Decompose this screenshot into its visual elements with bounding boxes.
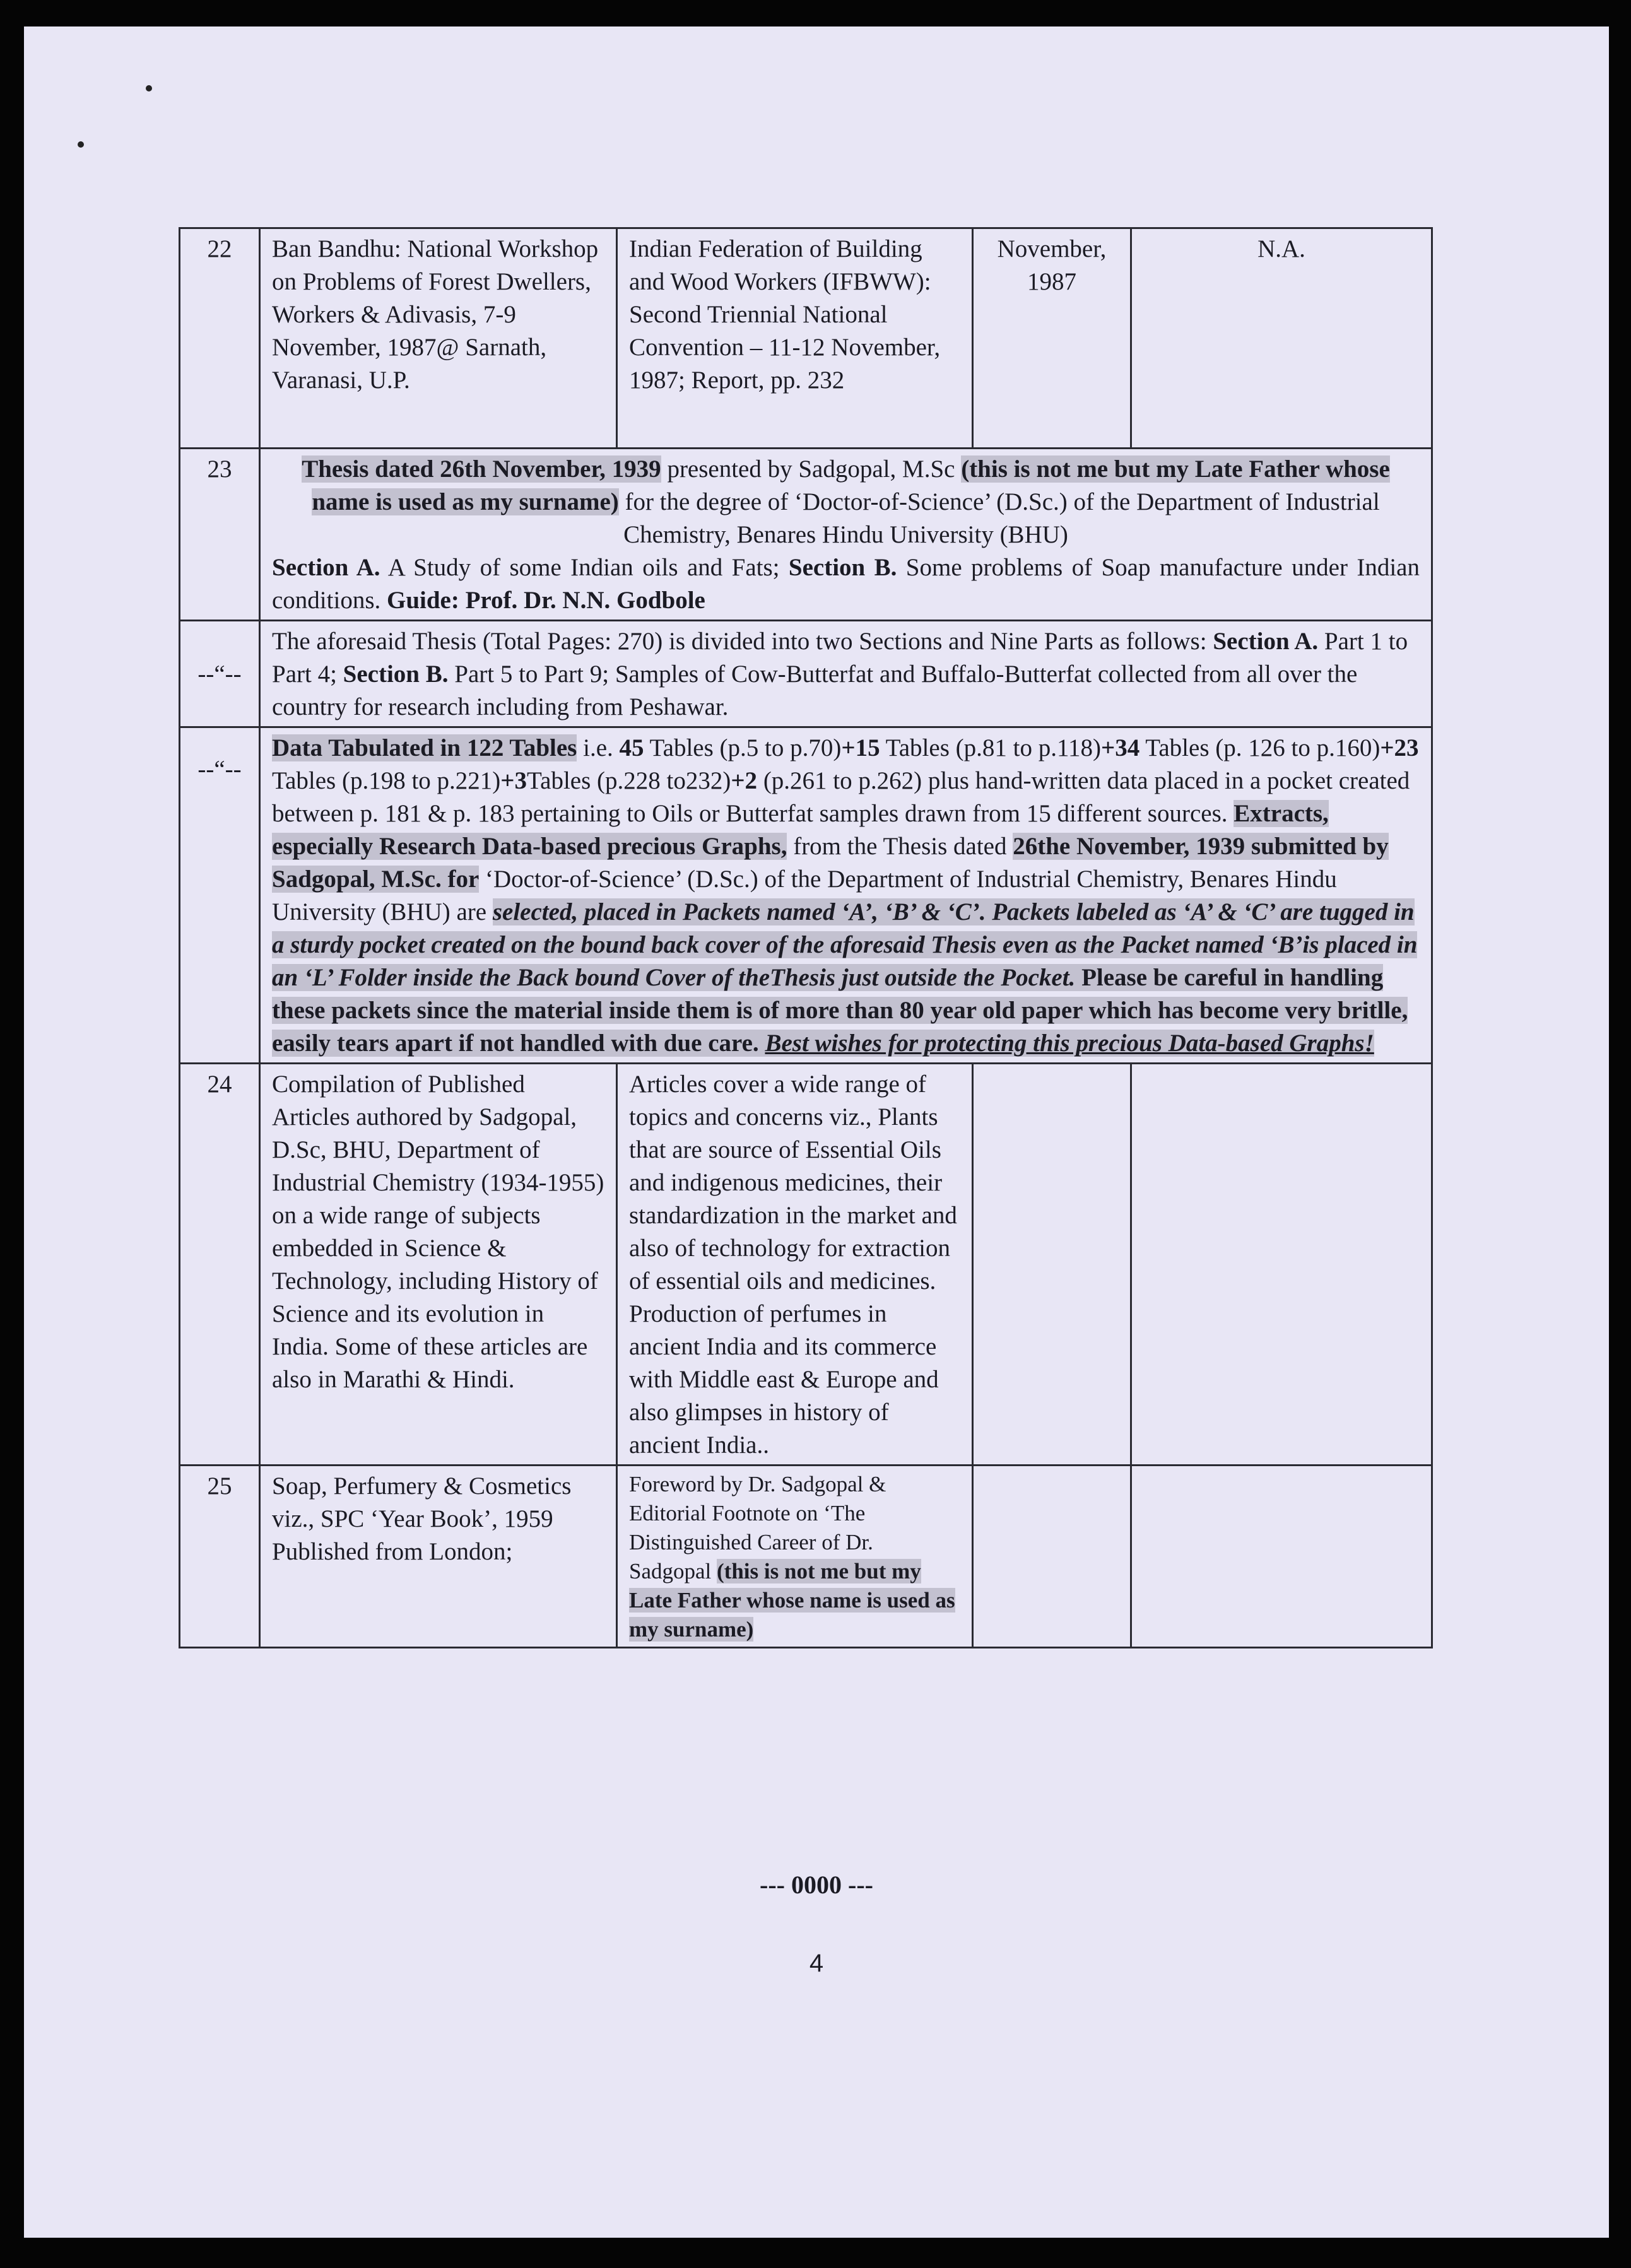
table-row bbox=[180, 1064, 1432, 1466]
end-marker: --- 0000 --- bbox=[760, 1871, 873, 1899]
row-number: 23 bbox=[180, 449, 260, 621]
table-row bbox=[180, 1466, 1432, 1648]
event-title-cell: Ban Bandhu: National Workshop on Problems of Forest Dwellers, Workers & Adivasis, 7-9 November, 1987@ Sarnath, Varanasi, U.P. bbox=[260, 228, 617, 449]
empty-cell bbox=[973, 1466, 1131, 1648]
punch-mark bbox=[146, 85, 152, 91]
row-number: 25 bbox=[180, 1466, 260, 1648]
row-number: --“-- bbox=[180, 621, 260, 727]
thesis-sections-paragraph: Section A. A Study of some Indian oils and Fats; Section B. Some problems of Soap manufacture under Indian conditions. Guide: Prof. Dr. N.N. Godbole bbox=[272, 554, 1420, 614]
compilation-description-cell: Articles cover a wide range of topics and concerns viz., Plants that are source of Essential Oils and indigenous medicines, their standardization in the market and also of technology for extraction of essential oils and medicines. Production of perfumes in ancient India and its commerce with Middle east & Europe and also glimpses in history of ancient India.. bbox=[617, 1064, 973, 1466]
table-row bbox=[180, 228, 1432, 449]
thesis-cell bbox=[260, 449, 1432, 621]
records-table bbox=[179, 227, 1433, 1648]
table-row bbox=[180, 727, 1432, 1064]
table-row bbox=[180, 621, 1432, 727]
yearbook-description-cell: Foreword by Dr. Sadgopal & Editorial Footnote on ‘The Distinguished Career of Dr. Sadgopal (this is not me but my Late Father whose name is used as my surname) bbox=[617, 1466, 973, 1648]
data-tables-cell: Data Tabulated in 122 Tables i.e. 45 Tables (p.5 to p.70)+15 Tables (p.81 to p.118)+34 Tables (p. 126 to p.160)+23 Tables (p.198 to p.221)+3Tables (p.228 to232)+2 (p.261 to p.262) plus hand-written data placed in a pocket created between p. 181 & p. 183 pertaining to Oils or Butterfat samples drawn from 15 different sources. Extracts, especially Research Data-based precious Graphs, from the Thesis dated 26the November, 1939 submitted by Sadgopal, M.Sc. for ‘Doctor-of-Science’ (D.Sc.) of the Department of Industrial Chemistry, Benares Hindu University (BHU) are selected, placed in Packets named ‘A’, ‘B’ & ‘C’. Packets labeled as ‘A’ & ‘C’ are tugged in a sturdy pocket created on the bound back cover of the aforesaid Thesis even as the Packet named ‘B’is placed in an ‘L’ Folder inside the Back bound Cover of theThesis just outside the Pocket. Please be careful in handling these packets since the material inside them is of more than 80 year old paper which has become very britlle, easily tears apart if not handled with due care. Best wishes for protecting this precious Data-based Graphs! bbox=[260, 727, 1432, 1064]
row-number: 24 bbox=[180, 1064, 260, 1466]
empty-cell bbox=[973, 1064, 1131, 1466]
date-cell: November, 1987 bbox=[973, 228, 1131, 449]
thesis-title-paragraph: Thesis dated 26th November, 1939 presented by Sadgopal, M.Sc (this is not me but my Late Father whose name is used as my surname) for the degree of ‘Doctor-of-Science’ (D.Sc.) of the Department of Industrial Chemistry, Benares Hindu University (BHU) bbox=[302, 455, 1390, 548]
description-cell: Indian Federation of Building and Wood Workers (IFBWW): Second Triennial National Convention – 11-12 November, 1987; Report, pp. 232 bbox=[617, 228, 973, 449]
row-number: --“-- bbox=[180, 727, 260, 1064]
thesis-structure-cell: The aforesaid Thesis (Total Pages: 270) is divided into two Sections and Nine Parts as follows: Section A. Part 1 to Part 4; Section B. Part 5 to Part 9; Samples of Cow-Butterfat and Buffalo-Butterfat collected from all over the country for research including from Peshawar. bbox=[260, 621, 1432, 727]
row-number: 22 bbox=[180, 228, 260, 449]
page-number: 4 bbox=[809, 1949, 824, 1977]
remarks-cell: N.A. bbox=[1131, 228, 1432, 449]
yearbook-title-cell: Soap, Perfumery & Cosmetics viz., SPC ‘Year Book’, 1959 Published from London; bbox=[260, 1466, 617, 1648]
punch-mark bbox=[78, 141, 84, 148]
empty-cell bbox=[1131, 1466, 1432, 1648]
table-row bbox=[180, 449, 1432, 621]
document-page bbox=[24, 26, 1609, 2238]
compilation-title-cell: Compilation of Published Articles authored by Sadgopal, D.Sc, BHU, Department of Industrial Chemistry (1934-1955) on a wide range of subjects embedded in Science & Technology, including History of Science and its evolution in India. Some of these articles are also in Marathi & Hindi. bbox=[260, 1064, 617, 1466]
empty-cell bbox=[1131, 1064, 1432, 1466]
